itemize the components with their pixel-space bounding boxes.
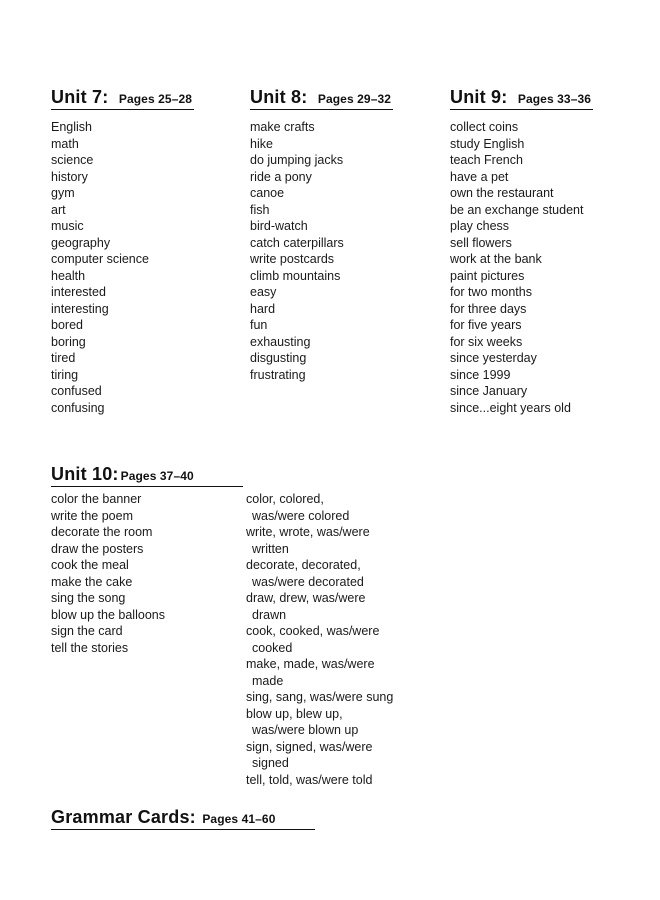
list-item: math: [51, 136, 79, 151]
list-item: paint pictures: [450, 268, 525, 283]
list-item: catch caterpillars: [250, 235, 344, 250]
verb-form-line: color, colored,: [246, 492, 324, 506]
unit-8-word-list: [250, 119, 393, 383]
unit-10-phrase-list: [51, 491, 165, 656]
list-item: study English: [450, 136, 525, 151]
list-item: health: [51, 268, 86, 283]
list-item: collect coins: [450, 120, 519, 134]
list-item: hard: [250, 301, 276, 316]
verb-form-item: [246, 524, 393, 557]
unit-7-title: Unit 7:: [51, 87, 109, 107]
list-item: music: [51, 219, 84, 233]
grammar-cards-pages: Pages 41–60: [202, 812, 276, 826]
list-item: since...eight years old: [450, 400, 571, 415]
verb-form-continuation: was/were blown up: [252, 723, 359, 737]
list-item: since January: [450, 384, 528, 398]
list-item: sing the song: [51, 591, 126, 605]
unit-8-header: [250, 88, 393, 110]
list-item: easy: [250, 285, 277, 299]
unit-10-title: Unit 10:: [51, 464, 119, 484]
verb-form-item: [246, 689, 393, 706]
list-item: ride a pony: [250, 169, 312, 184]
unit-9-pages: Pages 33–36: [517, 92, 592, 106]
unit-9-header: [450, 88, 593, 110]
list-item: disgusting: [250, 351, 307, 365]
list-item: English: [51, 120, 92, 134]
list-item: boring: [51, 334, 86, 349]
list-item: make crafts: [250, 120, 315, 134]
verb-form-continuation: was/were colored: [252, 508, 350, 523]
verb-form-continuation: signed: [252, 756, 289, 770]
verb-form-line: blow up, blew up,: [246, 706, 343, 721]
unit-10-header: [51, 465, 243, 487]
verb-form-item: [246, 739, 393, 772]
list-item: color the banner: [51, 492, 142, 506]
unit-9-section: [450, 88, 593, 416]
verb-form-continuation: drawn: [252, 607, 287, 622]
unit-10-section: [51, 465, 243, 487]
list-item: since yesterday: [450, 351, 537, 365]
list-item: exhausting: [250, 334, 311, 349]
list-item: fun: [250, 318, 268, 332]
grammar-cards-header: [51, 808, 315, 830]
verb-form-continuation: was/were decorated: [252, 574, 364, 589]
list-item: work at the bank: [450, 252, 542, 266]
verb-form-line: sign, signed, was/were: [246, 739, 373, 754]
list-item: play chess: [450, 219, 510, 233]
verb-form-item: [246, 772, 393, 789]
list-item: computer science: [51, 252, 149, 266]
list-item: hike: [250, 136, 273, 151]
list-item: confused: [51, 384, 102, 398]
unit-10-pages: Pages 37–40: [120, 469, 194, 483]
list-item: write the poem: [51, 508, 133, 523]
verb-form-continuation: written: [252, 541, 289, 556]
list-item: bored: [51, 318, 83, 332]
list-item: canoe: [250, 186, 285, 200]
unit-10-phrase-list-container: [51, 491, 165, 656]
verb-form-item: [246, 491, 393, 524]
list-item: bird-watch: [250, 219, 308, 233]
list-item: decorate the room: [51, 525, 153, 539]
unit-7-header: [51, 88, 194, 110]
list-item: draw the posters: [51, 541, 144, 556]
list-item: for two months: [450, 285, 532, 299]
list-item: write postcards: [250, 252, 335, 266]
list-item: teach French: [450, 153, 523, 167]
list-item: science: [51, 153, 94, 167]
grammar-cards-title: Grammar Cards:: [51, 807, 196, 827]
list-item: blow up the balloons: [51, 607, 165, 622]
list-item: interesting: [51, 301, 109, 316]
list-item: sell flowers: [450, 235, 512, 250]
verb-form-item: [246, 623, 393, 656]
list-item: history: [51, 169, 88, 184]
list-item: for three days: [450, 301, 527, 316]
verb-form-line: cook, cooked, was/were: [246, 624, 380, 638]
verb-form-line: draw, drew, was/were: [246, 591, 366, 605]
list-item: frustrating: [250, 367, 306, 382]
verb-form-item: [246, 590, 393, 623]
verb-form-item: [246, 656, 393, 689]
verb-form-line: tell, told, was/were told: [246, 772, 373, 787]
verb-form-item: [246, 706, 393, 739]
list-item: tired: [51, 351, 76, 365]
unit-9-word-list: [450, 119, 593, 416]
unit-9-title: Unit 9:: [450, 87, 508, 107]
verb-form-line: write, wrote, was/were: [246, 525, 370, 539]
list-item: make the cake: [51, 574, 133, 589]
verb-form-continuation: made: [252, 673, 284, 688]
list-item: climb mountains: [250, 268, 341, 283]
list-item: tiring: [51, 367, 79, 382]
list-item: since 1999: [450, 367, 511, 382]
list-item: for five years: [450, 318, 522, 332]
list-item: fish: [250, 202, 270, 217]
verb-form-line: decorate, decorated,: [246, 558, 361, 572]
verb-form-line: make, made, was/were: [246, 657, 375, 671]
list-item: art: [51, 202, 66, 217]
list-item: interested: [51, 285, 106, 299]
list-item: for six weeks: [450, 334, 523, 349]
unit-8-section: [250, 88, 393, 383]
verb-form-line: sing, sang, was/were sung: [246, 690, 394, 704]
unit-7-section: [51, 88, 194, 416]
list-item: be an exchange student: [450, 202, 584, 217]
verb-form-item: [246, 557, 393, 590]
unit-10-verb-forms-container: [246, 491, 393, 788]
list-item: own the restaurant: [450, 186, 554, 200]
verb-form-continuation: cooked: [252, 640, 293, 655]
list-item: geography: [51, 235, 111, 250]
list-item: cook the meal: [51, 558, 129, 572]
list-item: tell the stories: [51, 640, 129, 655]
list-item: do jumping jacks: [250, 153, 344, 167]
unit-7-word-list: [51, 119, 194, 416]
list-item: gym: [51, 186, 75, 200]
grammar-cards-section: [51, 808, 315, 830]
list-item: sign the card: [51, 624, 123, 638]
list-item: have a pet: [450, 169, 509, 184]
unit-7-pages: Pages 25–28: [118, 92, 193, 106]
unit-8-title: Unit 8:: [250, 87, 308, 107]
unit-8-pages: Pages 29–32: [317, 92, 392, 106]
list-item: confusing: [51, 400, 105, 415]
unit-10-verb-forms-list: [246, 491, 393, 788]
